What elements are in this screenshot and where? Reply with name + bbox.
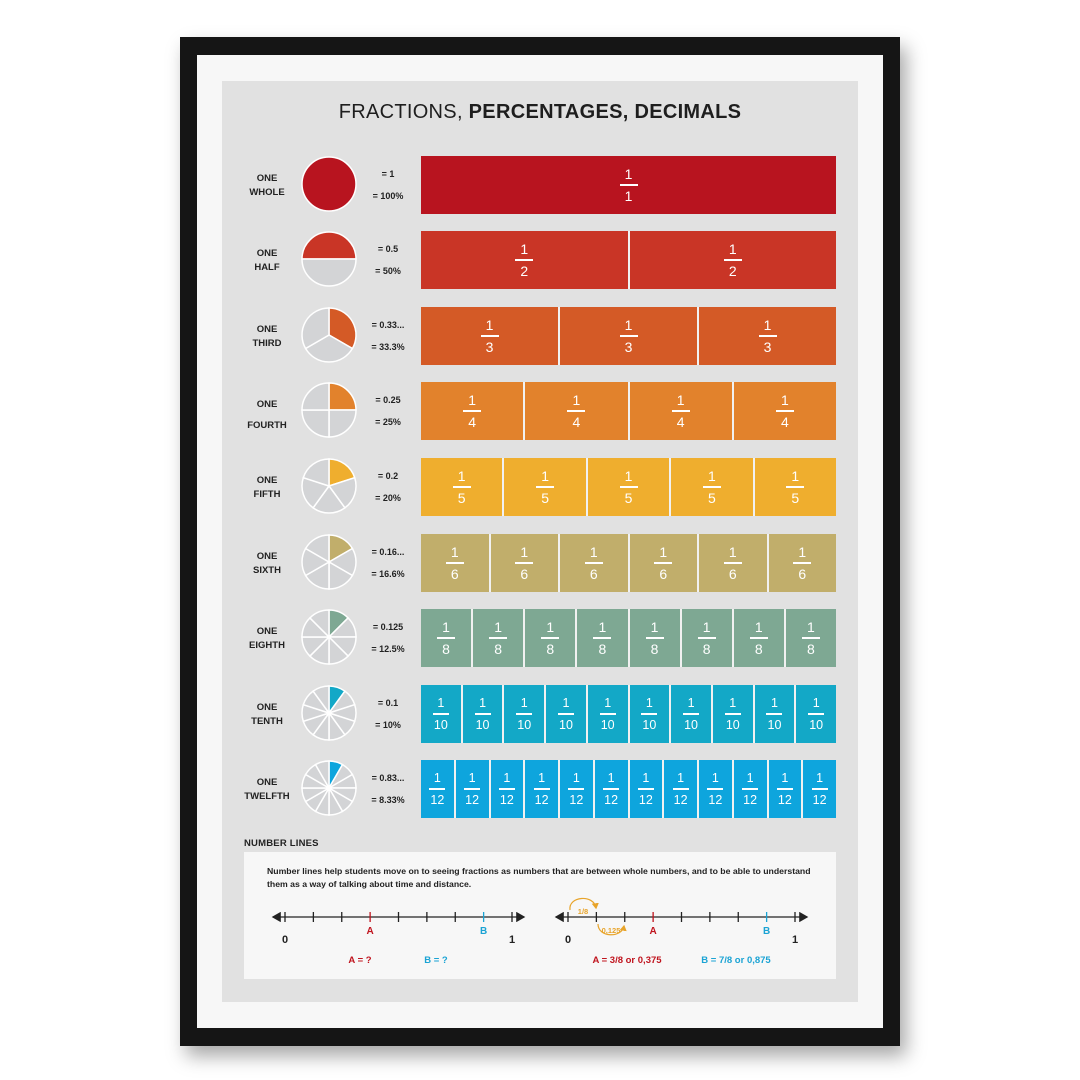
- segment-numerator: 1: [479, 696, 487, 711]
- fraction-bar-segment: [734, 760, 769, 818]
- segment-numerator: 1: [624, 166, 633, 183]
- segment-denominator: 12: [430, 792, 445, 807]
- segment-numerator: 1: [676, 392, 685, 409]
- segment-numerator: 1: [520, 241, 529, 258]
- fraction-line: [672, 410, 690, 412]
- fraction-line: [786, 486, 804, 488]
- segment-numerator: 1: [807, 619, 815, 636]
- fraction-line: [683, 713, 699, 715]
- fraction-bar-segment: [755, 458, 836, 516]
- fraction-line: [475, 713, 491, 715]
- number-line-mark-b: B: [763, 926, 771, 937]
- fraction-line: [646, 637, 664, 639]
- segment-denominator: 4: [468, 413, 477, 430]
- segment-denominator: 5: [791, 489, 800, 506]
- fraction-bar-segment: [630, 231, 837, 289]
- fraction-bar-segment: [630, 534, 700, 592]
- fraction-bar-segment: [671, 458, 754, 516]
- segment-numerator: 1: [598, 619, 607, 636]
- segment-denominator: 8: [807, 640, 815, 657]
- fraction-line: [793, 562, 811, 564]
- fraction-row: [240, 154, 840, 214]
- number-line-mark-a: A: [649, 926, 657, 937]
- percent-value: = 16.6%: [371, 569, 405, 579]
- fraction-bar-segment: [588, 685, 630, 743]
- segment-numerator: 1: [546, 619, 555, 636]
- fraction-line: [463, 410, 481, 412]
- fraction-bar-segment: [421, 760, 456, 818]
- segment-denominator: 10: [517, 717, 532, 732]
- segment-numerator: 1: [604, 696, 612, 711]
- fraction-line: [516, 713, 532, 715]
- segment-numerator: 1: [702, 619, 711, 636]
- fraction-pie-chart: [300, 457, 358, 515]
- segment-denominator: 10: [600, 717, 615, 732]
- number-lines-diagram: [244, 852, 836, 979]
- fraction-bar-segment: [786, 609, 836, 667]
- percent-value: = 20%: [375, 493, 401, 503]
- fraction-name-line2: EIGHTH: [249, 640, 285, 651]
- fraction-bar-segment: [421, 307, 560, 365]
- fraction-line: [802, 637, 820, 639]
- fraction-bar-segment: [504, 685, 546, 743]
- fraction-name-line1: ONE: [256, 777, 278, 788]
- pie-slice-highlighted: [302, 157, 356, 211]
- segment-numerator: 1: [780, 392, 789, 409]
- title-percentages: PERCENTAGES,: [468, 101, 635, 123]
- fraction-pie-chart: [300, 684, 358, 742]
- segment-denominator: 8: [754, 640, 763, 657]
- fraction-bar-segment: [630, 609, 682, 667]
- segment-denominator: 12: [638, 792, 653, 807]
- segment-numerator: 1: [677, 771, 685, 786]
- fraction-bar-segment: [560, 534, 630, 592]
- segment-denominator: 3: [624, 338, 633, 355]
- segment-denominator: 6: [589, 565, 598, 582]
- fraction-name-line1: ONE: [256, 173, 278, 184]
- fraction-line: [724, 259, 742, 261]
- segment-denominator: 12: [569, 792, 584, 807]
- segment-denominator: 12: [499, 792, 514, 807]
- pie-slice: [302, 383, 329, 410]
- fraction-row: [240, 305, 840, 365]
- fraction-bar: [421, 534, 836, 592]
- segment-denominator: 3: [763, 338, 772, 355]
- number-line-mark-a: A: [366, 926, 374, 937]
- number-line-mark-b: B: [480, 926, 488, 937]
- segment-numerator: 1: [754, 619, 763, 636]
- decimal-value: = 0.83...: [371, 773, 405, 783]
- segment-numerator: 1: [728, 544, 737, 561]
- decimal-value: = 0.16...: [371, 547, 405, 557]
- segment-denominator: 12: [812, 792, 827, 807]
- segment-numerator: 1: [442, 619, 450, 636]
- segment-numerator: 1: [728, 241, 737, 258]
- fraction-bar-segment: [421, 382, 525, 440]
- segment-numerator: 1: [538, 771, 546, 786]
- fraction-bar: [421, 231, 836, 289]
- decimal-value: = 0.33...: [371, 320, 405, 330]
- segment-denominator: 10: [642, 717, 657, 732]
- segment-denominator: 8: [702, 640, 711, 657]
- fraction-line: [620, 335, 638, 337]
- percent-value: = 12.5%: [371, 644, 405, 654]
- segment-denominator: 12: [777, 792, 792, 807]
- fraction-name-line2: TWELFTH: [244, 791, 290, 802]
- segment-denominator: 8: [650, 640, 659, 657]
- fraction-bar-segment: [734, 382, 836, 440]
- fraction-name-line1: ONE: [256, 399, 278, 410]
- fraction-line: [724, 562, 742, 564]
- segment-numerator: 1: [812, 696, 820, 711]
- segment-denominator: 12: [708, 792, 723, 807]
- fraction-bar-segment: [699, 534, 769, 592]
- fraction-bar-segment: [769, 760, 804, 818]
- fraction-bar-segment: [546, 685, 588, 743]
- fraction-line: [558, 713, 574, 715]
- percent-value: = 100%: [372, 191, 404, 201]
- number-lines-description: Number lines help students move on to seeing fractions as numbers that are between whole numbers, and to be able to understand them as a way of talking about time and distance.: [267, 866, 811, 889]
- fraction-line: [536, 486, 554, 488]
- pie-slice-highlighted: [302, 232, 356, 259]
- fraction-line: [593, 637, 611, 639]
- segment-numerator: 1: [708, 468, 716, 485]
- number-lines-heading: NUMBER LINES: [244, 838, 319, 849]
- decimal-value: = 0.25: [375, 395, 401, 405]
- segment-numerator: 1: [503, 771, 511, 786]
- fraction-bar-segment: [525, 760, 560, 818]
- segment-denominator: 2: [728, 262, 737, 279]
- fraction-bar-segment: [421, 534, 491, 592]
- fraction-line: [777, 788, 793, 790]
- segment-denominator: 10: [684, 717, 699, 732]
- fraction-bar-segment: [755, 685, 797, 743]
- number-line-right: [556, 898, 807, 966]
- fraction-line: [481, 335, 499, 337]
- fraction-line: [534, 788, 550, 790]
- fraction-pie-chart: [300, 759, 358, 817]
- fraction-bar-segment: [796, 685, 836, 743]
- segment-numerator: 1: [659, 544, 668, 561]
- fraction-line: [654, 562, 672, 564]
- segment-numerator: 1: [798, 544, 807, 561]
- fraction-name-line2: FOURTH: [247, 420, 287, 431]
- title-decimals: DECIMALS: [634, 101, 742, 123]
- segment-numerator: 1: [457, 468, 466, 485]
- fraction-line: [603, 788, 619, 790]
- segment-denominator: 8: [546, 640, 555, 657]
- fraction-line: [812, 788, 828, 790]
- segment-denominator: 10: [433, 717, 448, 732]
- decimal-value: = 0.5: [377, 244, 399, 254]
- step-fraction-label: 1/8: [577, 907, 589, 916]
- fraction-row: [240, 532, 840, 592]
- segment-numerator: 1: [746, 771, 754, 786]
- segment-numerator: 1: [520, 696, 528, 711]
- fraction-name-line1: ONE: [256, 702, 278, 713]
- decimal-value: = 0.1: [377, 698, 399, 708]
- fraction-line: [750, 637, 768, 639]
- segment-denominator: 6: [659, 565, 668, 582]
- pie-slice: [302, 410, 329, 437]
- fraction-bar-segment: [473, 609, 525, 667]
- segment-denominator: 12: [465, 792, 480, 807]
- fraction-line: [620, 184, 638, 186]
- fraction-pie-chart: [300, 155, 358, 213]
- fraction-pie-chart: [300, 381, 358, 439]
- fraction-bar-segment: [595, 760, 630, 818]
- fraction-bar-segment: [699, 760, 734, 818]
- segment-denominator: 12: [673, 792, 688, 807]
- segment-numerator: 1: [607, 771, 615, 786]
- segment-denominator: 5: [541, 489, 549, 506]
- fraction-bar-segment: [630, 760, 665, 818]
- segment-numerator: 1: [729, 696, 737, 711]
- percent-value: = 8.33%: [371, 795, 405, 805]
- decimal-value: = 1: [381, 169, 395, 179]
- segment-numerator: 1: [562, 696, 570, 711]
- fraction-bar-segment: [421, 685, 463, 743]
- segment-denominator: 10: [767, 717, 782, 732]
- fraction-name-line1: ONE: [256, 626, 278, 637]
- fraction-line: [453, 486, 471, 488]
- segment-numerator: 1: [450, 544, 459, 561]
- fraction-bar-segment: [421, 609, 473, 667]
- fraction-bar-segment: [699, 307, 836, 365]
- segment-denominator: 12: [604, 792, 619, 807]
- segment-denominator: 6: [798, 565, 807, 582]
- segment-denominator: 6: [728, 565, 737, 582]
- segment-denominator: 5: [457, 489, 466, 506]
- fraction-line: [759, 335, 777, 337]
- segment-numerator: 1: [468, 771, 476, 786]
- decimal-value: = 0.125: [372, 622, 404, 632]
- segment-denominator: 8: [598, 640, 607, 657]
- fraction-bar-segment: [630, 382, 734, 440]
- answer-a-text: A = ?: [348, 955, 372, 966]
- fraction-line: [499, 788, 515, 790]
- segment-denominator: 4: [676, 413, 685, 430]
- fraction-bar-segment: [769, 534, 837, 592]
- segment-numerator: 1: [711, 771, 719, 786]
- fraction-line: [433, 713, 449, 715]
- poster-title: [222, 101, 858, 124]
- fraction-name-line1: ONE: [256, 475, 278, 486]
- fraction-name-line2: WHOLE: [249, 187, 285, 198]
- title-fractions: FRACTIONS,: [338, 101, 469, 123]
- fraction-row: [240, 683, 840, 743]
- fraction-name-line2: SIXTH: [253, 565, 281, 576]
- segment-denominator: 5: [624, 489, 633, 506]
- segment-numerator: 1: [771, 696, 778, 711]
- segment-denominator: 4: [572, 413, 581, 430]
- fraction-name-line1: ONE: [256, 324, 278, 335]
- fraction-line: [446, 562, 464, 564]
- step-decimal-label: 0,125: [601, 926, 621, 935]
- number-line-label-one: 1: [791, 934, 799, 946]
- fraction-bar-segment: [491, 534, 561, 592]
- fraction-bar-segment: [734, 609, 786, 667]
- fraction-line: [776, 410, 794, 412]
- segment-numerator: 1: [437, 696, 445, 711]
- fraction-pie-chart: [300, 533, 358, 591]
- segment-numerator: 1: [650, 619, 659, 636]
- fraction-bar-segment: [671, 685, 713, 743]
- segment-denominator: 6: [520, 565, 529, 582]
- fraction-bar-segment: [588, 458, 671, 516]
- segment-numerator: 1: [624, 317, 633, 334]
- fraction-bar-segment: [525, 382, 629, 440]
- fraction-line: [600, 713, 616, 715]
- segment-numerator: 1: [572, 771, 580, 786]
- fraction-pie-chart: [300, 608, 358, 666]
- segment-numerator: 1: [816, 771, 824, 786]
- fraction-pie-chart: [300, 306, 358, 364]
- fraction-line: [437, 637, 455, 639]
- segment-denominator: 1: [624, 187, 633, 204]
- fraction-line: [429, 788, 445, 790]
- segment-denominator: 10: [559, 717, 573, 732]
- fraction-line: [585, 562, 603, 564]
- segment-numerator: 1: [494, 619, 503, 636]
- fraction-line: [638, 788, 654, 790]
- segment-denominator: 12: [534, 792, 549, 807]
- fraction-line: [541, 637, 559, 639]
- fraction-bar-segment: [463, 685, 505, 743]
- fraction-bar-segment: [803, 760, 836, 818]
- fraction-line: [464, 788, 480, 790]
- fraction-bar-segment: [491, 760, 526, 818]
- segment-numerator: 1: [485, 317, 494, 334]
- fraction-bar-segment: [504, 458, 587, 516]
- fraction-line: [766, 713, 782, 715]
- fraction-bar: [421, 458, 836, 516]
- percent-value: = 10%: [375, 720, 401, 730]
- segment-numerator: 1: [781, 771, 789, 786]
- fraction-pie-chart: [300, 230, 358, 288]
- fraction-bar-segment: [713, 685, 755, 743]
- fraction-name-line1: ONE: [256, 248, 278, 259]
- fraction-name-line2: FIFTH: [253, 489, 281, 500]
- fraction-line: [620, 486, 638, 488]
- segment-numerator: 1: [645, 696, 653, 711]
- segment-denominator: 12: [743, 792, 758, 807]
- fraction-line: [567, 410, 585, 412]
- answer-b-text: B = ?: [424, 955, 448, 966]
- fraction-bar: [421, 760, 836, 818]
- fraction-line: [707, 788, 723, 790]
- segment-numerator: 1: [642, 771, 650, 786]
- segment-denominator: 2: [520, 262, 529, 279]
- segment-denominator: 10: [725, 717, 740, 732]
- fraction-bar-segment: [456, 760, 491, 818]
- percent-value: = 33.3%: [371, 342, 405, 352]
- number-line-label-zero: 0: [281, 934, 289, 946]
- number-line-left: [273, 912, 524, 966]
- fraction-line: [568, 788, 584, 790]
- percent-value: = 25%: [375, 417, 401, 427]
- segment-denominator: 10: [809, 717, 824, 732]
- fraction-line: [489, 637, 507, 639]
- segment-numerator: 1: [791, 468, 800, 485]
- fraction-name-line2: THIRD: [252, 338, 282, 349]
- fraction-row: [240, 758, 840, 818]
- segment-numerator: 1: [687, 696, 695, 711]
- segment-numerator: 1: [433, 771, 441, 786]
- decimal-value: = 0.2: [377, 471, 399, 481]
- fraction-row: [240, 380, 840, 440]
- answer-b-text: B = 7/8 or 0,875: [701, 955, 771, 966]
- segment-numerator: 1: [572, 392, 581, 409]
- fraction-line: [698, 637, 716, 639]
- fraction-line: [641, 713, 657, 715]
- pie-slice: [329, 410, 356, 437]
- fraction-name-line2: TENTH: [251, 716, 283, 727]
- segment-numerator: 1: [624, 468, 633, 485]
- fraction-bar-segment: [560, 760, 595, 818]
- number-line-label-zero: 0: [564, 934, 572, 946]
- segment-numerator: 1: [763, 317, 772, 334]
- fraction-bar-segment: [577, 609, 629, 667]
- fraction-bar-segment: [664, 760, 699, 818]
- fraction-line: [515, 562, 533, 564]
- fraction-name-line2: HALF: [254, 262, 280, 273]
- number-lines-panel: [244, 852, 836, 979]
- fraction-bar: [421, 685, 836, 743]
- fraction-bar: [421, 382, 836, 440]
- fraction-bar-segment: [421, 231, 630, 289]
- segment-numerator: 1: [541, 468, 549, 485]
- segment-denominator: 5: [708, 489, 716, 506]
- fraction-bar-segment: [525, 609, 577, 667]
- segment-denominator: 6: [450, 565, 459, 582]
- fraction-bar: [421, 307, 836, 365]
- segment-denominator: 8: [494, 640, 503, 657]
- segment-denominator: 4: [780, 413, 789, 430]
- fraction-name-line1: ONE: [256, 551, 278, 562]
- fraction-line: [808, 713, 824, 715]
- pie-slice: [302, 259, 356, 286]
- pie-slice-highlighted: [329, 383, 356, 410]
- fraction-bar: [421, 156, 836, 214]
- segment-numerator: 1: [520, 544, 529, 561]
- fraction-row: [240, 607, 840, 667]
- fraction-line: [673, 788, 689, 790]
- fraction-bar-segment: [630, 685, 672, 743]
- percent-value: = 50%: [375, 266, 401, 276]
- fraction-row: [240, 229, 840, 289]
- segment-denominator: 3: [485, 338, 494, 355]
- fraction-bar-segment: [682, 609, 734, 667]
- fraction-bar-segment: [560, 307, 699, 365]
- fraction-line: [515, 259, 533, 261]
- fraction-line: [742, 788, 758, 790]
- segment-denominator: 10: [475, 717, 490, 732]
- number-line-label-one: 1: [508, 934, 516, 946]
- answer-a-text: A = 3/8 or 0,375: [592, 955, 662, 966]
- fraction-line: [703, 486, 721, 488]
- segment-numerator: 1: [589, 544, 598, 561]
- fraction-row: [240, 456, 840, 516]
- fraction-line: [725, 713, 741, 715]
- fraction-bar: [421, 609, 836, 667]
- segment-denominator: 8: [442, 640, 450, 657]
- segment-numerator: 1: [468, 392, 477, 409]
- fraction-bar-segment: [421, 458, 504, 516]
- fraction-bar-segment: [421, 156, 836, 214]
